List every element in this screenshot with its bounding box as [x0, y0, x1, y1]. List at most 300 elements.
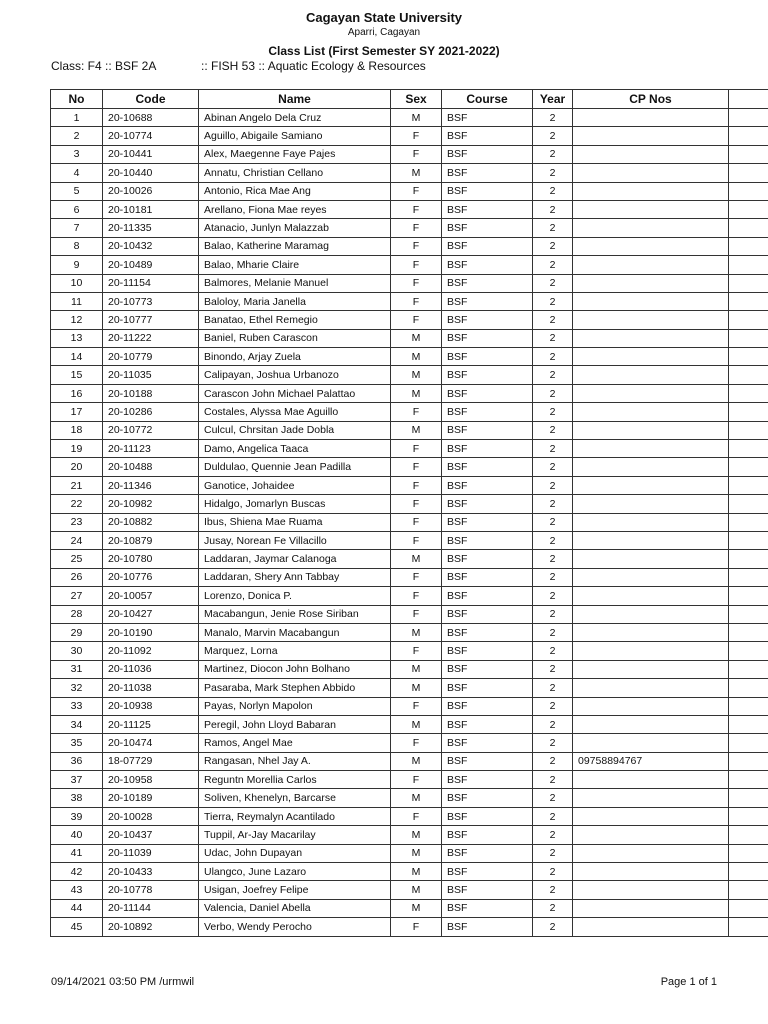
- cell-course: BSF: [442, 495, 533, 513]
- table-row: [51, 550, 768, 568]
- cell-blank: [729, 458, 768, 476]
- cell-blank: [729, 863, 768, 881]
- cell-cp-nos: [573, 274, 729, 292]
- cell-no: 25: [51, 550, 103, 568]
- cell-year: 2: [533, 109, 573, 127]
- cell-course: BSF: [442, 403, 533, 421]
- cell-sex: F: [391, 918, 442, 936]
- cell-blank: [729, 256, 768, 274]
- cell-no: 33: [51, 697, 103, 715]
- table-row: [51, 587, 768, 605]
- cell-blank: [729, 881, 768, 899]
- table-row: [51, 256, 768, 274]
- cell-year: 2: [533, 623, 573, 641]
- cell-sex: M: [391, 366, 442, 384]
- cell-no: 41: [51, 844, 103, 862]
- cell-sex: M: [391, 844, 442, 862]
- cell-name: Martinez, Diocon John Bolhano: [199, 660, 391, 678]
- cell-cp-nos: [573, 587, 729, 605]
- cell-name: Balmores, Melanie Manuel: [199, 274, 391, 292]
- cell-sex: F: [391, 127, 442, 145]
- cell-course: BSF: [442, 752, 533, 770]
- cell-sex: M: [391, 752, 442, 770]
- cell-cp-nos: [573, 881, 729, 899]
- column-header-sex: Sex: [391, 90, 442, 109]
- cell-course: BSF: [442, 164, 533, 182]
- cell-sex: F: [391, 403, 442, 421]
- cell-name: Aguillo, Abigaile Samiano: [199, 127, 391, 145]
- cell-year: 2: [533, 200, 573, 218]
- cell-code: 20-11123: [103, 440, 199, 458]
- cell-name: Baloloy, Maria Janella: [199, 292, 391, 310]
- cell-cp-nos: [573, 219, 729, 237]
- cell-cp-nos: [573, 476, 729, 494]
- table-row: [51, 329, 768, 347]
- cell-blank: [729, 899, 768, 917]
- cell-code: 20-10982: [103, 495, 199, 513]
- cell-sex: M: [391, 384, 442, 402]
- cell-code: 20-10780: [103, 550, 199, 568]
- cell-no: 15: [51, 366, 103, 384]
- cell-blank: [729, 679, 768, 697]
- cell-course: BSF: [442, 771, 533, 789]
- cell-course: BSF: [442, 642, 533, 660]
- cell-no: 13: [51, 329, 103, 347]
- cell-sex: M: [391, 715, 442, 733]
- cell-sex: F: [391, 495, 442, 513]
- cell-blank: [729, 348, 768, 366]
- cell-course: BSF: [442, 127, 533, 145]
- cell-sex: F: [391, 219, 442, 237]
- cell-course: BSF: [442, 715, 533, 733]
- cell-sex: F: [391, 697, 442, 715]
- cell-name: Binondo, Arjay Zuela: [199, 348, 391, 366]
- table-row: [51, 145, 768, 163]
- cell-blank: [729, 660, 768, 678]
- cell-year: 2: [533, 679, 573, 697]
- cell-no: 2: [51, 127, 103, 145]
- cell-sex: F: [391, 807, 442, 825]
- cell-name: Arellano, Fiona Mae reyes: [199, 200, 391, 218]
- cell-blank: [729, 531, 768, 549]
- cell-course: BSF: [442, 513, 533, 531]
- cell-name: Baniel, Ruben Carascon: [199, 329, 391, 347]
- cell-no: 18: [51, 421, 103, 439]
- cell-code: 20-10776: [103, 568, 199, 586]
- cell-course: BSF: [442, 421, 533, 439]
- column-header-cp-nos: CP Nos: [573, 90, 729, 109]
- cell-name: Balao, Katherine Maramag: [199, 237, 391, 255]
- cell-code: 20-10773: [103, 292, 199, 310]
- cell-cp-nos: [573, 292, 729, 310]
- cell-cp-nos: [573, 844, 729, 862]
- table-row: [51, 219, 768, 237]
- cell-name: Abinan Angelo Dela Cruz: [199, 109, 391, 127]
- university-name: Cagayan State University: [305, 10, 463, 25]
- cell-no: 42: [51, 863, 103, 881]
- table-row: [51, 366, 768, 384]
- cell-sex: F: [391, 145, 442, 163]
- cell-code: 20-11125: [103, 715, 199, 733]
- cell-course: BSF: [442, 440, 533, 458]
- cell-year: 2: [533, 881, 573, 899]
- cell-sex: M: [391, 679, 442, 697]
- cell-code: 20-11222: [103, 329, 199, 347]
- cell-year: 2: [533, 715, 573, 733]
- cell-cp-nos: [573, 495, 729, 513]
- cell-year: 2: [533, 164, 573, 182]
- table-row: [51, 274, 768, 292]
- cell-course: BSF: [442, 476, 533, 494]
- cell-code: 20-11039: [103, 844, 199, 862]
- table-row: [51, 568, 768, 586]
- table-row: [51, 109, 768, 127]
- cell-blank: [729, 476, 768, 494]
- subject-info: :: FISH 53 :: Aquatic Ecology & Resources: [201, 59, 426, 73]
- cell-year: 2: [533, 531, 573, 549]
- cell-name: Tuppil, Ar-Jay Macarilay: [199, 826, 391, 844]
- table-row: [51, 127, 768, 145]
- cell-no: 37: [51, 771, 103, 789]
- cell-no: 5: [51, 182, 103, 200]
- cell-name: Udac, John Dupayan: [199, 844, 391, 862]
- cell-cp-nos: [573, 771, 729, 789]
- table-row: [51, 311, 768, 329]
- cell-year: 2: [533, 587, 573, 605]
- table-row: [51, 752, 768, 770]
- cell-year: 2: [533, 697, 573, 715]
- cell-code: 18-07729: [103, 752, 199, 770]
- cell-course: BSF: [442, 660, 533, 678]
- cell-name: Antonio, Rica Mae Ang: [199, 182, 391, 200]
- cell-cp-nos: [573, 863, 729, 881]
- table-row: [51, 899, 768, 917]
- cell-code: 20-10777: [103, 311, 199, 329]
- cell-cp-nos: [573, 237, 729, 255]
- cell-code: 20-10057: [103, 587, 199, 605]
- cell-name: Usigan, Joefrey Felipe: [199, 881, 391, 899]
- cell-code: 20-11038: [103, 679, 199, 697]
- cell-blank: [729, 164, 768, 182]
- cell-no: 39: [51, 807, 103, 825]
- cell-name: Alex, Maegenne Faye Pajes: [199, 145, 391, 163]
- cell-code: 20-10441: [103, 145, 199, 163]
- cell-code: 20-10433: [103, 863, 199, 881]
- cell-year: 2: [533, 127, 573, 145]
- cell-no: 26: [51, 568, 103, 586]
- cell-blank: [729, 311, 768, 329]
- table-row: [51, 200, 768, 218]
- cell-no: 9: [51, 256, 103, 274]
- cell-code: 20-10427: [103, 605, 199, 623]
- cell-code: 20-10958: [103, 771, 199, 789]
- cell-course: BSF: [442, 568, 533, 586]
- cell-year: 2: [533, 899, 573, 917]
- cell-course: BSF: [442, 109, 533, 127]
- cell-year: 2: [533, 311, 573, 329]
- cell-sex: M: [391, 863, 442, 881]
- cell-code: 20-11346: [103, 476, 199, 494]
- cell-sex: M: [391, 660, 442, 678]
- column-header-code: Code: [103, 90, 199, 109]
- cell-blank: [729, 384, 768, 402]
- cell-blank: [729, 421, 768, 439]
- cell-blank: [729, 403, 768, 421]
- cell-no: 23: [51, 513, 103, 531]
- cell-sex: F: [391, 292, 442, 310]
- cell-code: 20-10432: [103, 237, 199, 255]
- cell-cp-nos: [573, 421, 729, 439]
- cell-cp-nos: [573, 182, 729, 200]
- cell-code: 20-11036: [103, 660, 199, 678]
- cell-blank: [729, 771, 768, 789]
- cell-sex: F: [391, 458, 442, 476]
- cell-cp-nos: [573, 145, 729, 163]
- cell-blank: [729, 807, 768, 825]
- cell-sex: F: [391, 642, 442, 660]
- document-title: Class List (First Semester SY 2021-2022): [268, 44, 500, 58]
- cell-year: 2: [533, 458, 573, 476]
- table-row: [51, 182, 768, 200]
- cell-blank: [729, 513, 768, 531]
- cell-year: 2: [533, 789, 573, 807]
- table-row: [51, 660, 768, 678]
- cell-blank: [729, 642, 768, 660]
- cell-code: 20-10474: [103, 734, 199, 752]
- table-row: [51, 403, 768, 421]
- cell-cp-nos: [573, 697, 729, 715]
- print-timestamp: 09/14/2021 03:50 PM /urmwil: [51, 976, 195, 988]
- cell-cp-nos: [573, 568, 729, 586]
- cell-no: 45: [51, 918, 103, 936]
- cell-cp-nos: [573, 660, 729, 678]
- cell-course: BSF: [442, 384, 533, 402]
- table-row: [51, 623, 768, 641]
- cell-cp-nos: [573, 164, 729, 182]
- cell-course: BSF: [442, 145, 533, 163]
- cell-course: BSF: [442, 789, 533, 807]
- cell-code: 20-10440: [103, 164, 199, 182]
- cell-name: Banatao, Ethel Remegio: [199, 311, 391, 329]
- cell-year: 2: [533, 771, 573, 789]
- cell-course: BSF: [442, 734, 533, 752]
- cell-course: BSF: [442, 219, 533, 237]
- cell-course: BSF: [442, 550, 533, 568]
- table-row: [51, 789, 768, 807]
- cell-course: BSF: [442, 200, 533, 218]
- cell-no: 21: [51, 476, 103, 494]
- cell-year: 2: [533, 145, 573, 163]
- cell-blank: [729, 182, 768, 200]
- cell-cp-nos: [573, 734, 729, 752]
- cell-cp-nos: [573, 403, 729, 421]
- table-row: [51, 679, 768, 697]
- cell-no: 29: [51, 623, 103, 641]
- table-row: [51, 881, 768, 899]
- cell-code: 20-10688: [103, 109, 199, 127]
- class-info: Class: F4 :: BSF 2A: [51, 59, 157, 73]
- cell-blank: [729, 292, 768, 310]
- cell-code: 20-10286: [103, 403, 199, 421]
- cell-course: BSF: [442, 256, 533, 274]
- cell-cp-nos: [573, 550, 729, 568]
- cell-blank: [729, 697, 768, 715]
- cell-blank: [729, 826, 768, 844]
- cell-cp-nos: [573, 256, 729, 274]
- cell-no: 8: [51, 237, 103, 255]
- cell-course: BSF: [442, 182, 533, 200]
- cell-code: 20-11144: [103, 899, 199, 917]
- cell-name: Hidalgo, Jomarlyn Buscas: [199, 495, 391, 513]
- cell-course: BSF: [442, 274, 533, 292]
- table-row: [51, 826, 768, 844]
- cell-course: BSF: [442, 348, 533, 366]
- table-row: [51, 164, 768, 182]
- cell-name: Peregil, John Lloyd Babaran: [199, 715, 391, 733]
- cell-year: 2: [533, 513, 573, 531]
- cell-course: BSF: [442, 881, 533, 899]
- table-row: [51, 440, 768, 458]
- cell-course: BSF: [442, 807, 533, 825]
- cell-blank: [729, 274, 768, 292]
- cell-year: 2: [533, 568, 573, 586]
- cell-cp-nos: [573, 679, 729, 697]
- cell-no: 31: [51, 660, 103, 678]
- cell-no: 1: [51, 109, 103, 127]
- cell-course: BSF: [442, 587, 533, 605]
- cell-blank: [729, 623, 768, 641]
- cell-blank: [729, 715, 768, 733]
- cell-cp-nos: [573, 513, 729, 531]
- cell-no: 44: [51, 899, 103, 917]
- cell-blank: [729, 219, 768, 237]
- cell-name: Ramos, Angel Mae: [199, 734, 391, 752]
- cell-blank: [729, 734, 768, 752]
- cell-no: 35: [51, 734, 103, 752]
- cell-name: Valencia, Daniel Abella: [199, 899, 391, 917]
- cell-blank: [729, 918, 768, 936]
- column-header-blank: [729, 90, 768, 109]
- cell-name: Ganotice, Johaidee: [199, 476, 391, 494]
- cell-name: Soliven, Khenelyn, Barcarse: [199, 789, 391, 807]
- column-header-no: No: [51, 90, 103, 109]
- cell-no: 32: [51, 679, 103, 697]
- cell-year: 2: [533, 182, 573, 200]
- cell-name: Annatu, Christian Cellano: [199, 164, 391, 182]
- cell-year: 2: [533, 734, 573, 752]
- cell-year: 2: [533, 495, 573, 513]
- table-row: [51, 531, 768, 549]
- cell-name: Laddaran, Shery Ann Tabbay: [199, 568, 391, 586]
- cell-no: 14: [51, 348, 103, 366]
- cell-no: 3: [51, 145, 103, 163]
- table-row: [51, 292, 768, 310]
- cell-course: BSF: [442, 918, 533, 936]
- cell-cp-nos: [573, 789, 729, 807]
- cell-sex: F: [391, 568, 442, 586]
- cell-blank: [729, 495, 768, 513]
- cell-blank: [729, 568, 768, 586]
- cell-no: 36: [51, 752, 103, 770]
- page-number: Page 1 of 1: [660, 976, 717, 988]
- cell-course: BSF: [442, 458, 533, 476]
- cell-year: 2: [533, 329, 573, 347]
- table-row: [51, 421, 768, 439]
- cell-year: 2: [533, 642, 573, 660]
- cell-no: 24: [51, 531, 103, 549]
- cell-cp-nos: [573, 605, 729, 623]
- cell-sex: F: [391, 182, 442, 200]
- cell-cp-nos: [573, 642, 729, 660]
- cell-year: 2: [533, 863, 573, 881]
- cell-blank: [729, 145, 768, 163]
- cell-no: 38: [51, 789, 103, 807]
- cell-sex: F: [391, 734, 442, 752]
- cell-year: 2: [533, 403, 573, 421]
- cell-sex: M: [391, 899, 442, 917]
- table-body: [51, 109, 768, 937]
- cell-cp-nos: [573, 311, 729, 329]
- cell-no: 6: [51, 200, 103, 218]
- cell-sex: F: [391, 605, 442, 623]
- cell-sex: F: [391, 311, 442, 329]
- cell-code: 20-10489: [103, 256, 199, 274]
- cell-no: 11: [51, 292, 103, 310]
- table-row: [51, 458, 768, 476]
- cell-course: BSF: [442, 899, 533, 917]
- cell-blank: [729, 366, 768, 384]
- cell-cp-nos: [573, 109, 729, 127]
- cell-code: 20-11035: [103, 366, 199, 384]
- cell-sex: M: [391, 348, 442, 366]
- cell-cp-nos: [573, 440, 729, 458]
- cell-name: Laddaran, Jaymar Calanoga: [199, 550, 391, 568]
- cell-year: 2: [533, 605, 573, 623]
- cell-year: 2: [533, 476, 573, 494]
- table-row: [51, 384, 768, 402]
- cell-cp-nos: [573, 329, 729, 347]
- cell-cp-nos: [573, 623, 729, 641]
- cell-name: Calipayan, Joshua Urbanozo: [199, 366, 391, 384]
- cell-cp-nos: [573, 899, 729, 917]
- column-header-year: Year: [533, 90, 573, 109]
- cell-blank: [729, 127, 768, 145]
- cell-no: 17: [51, 403, 103, 421]
- cell-sex: M: [391, 109, 442, 127]
- table-row: [51, 237, 768, 255]
- cell-name: Manalo, Marvin Macabangun: [199, 623, 391, 641]
- cell-course: BSF: [442, 237, 533, 255]
- cell-code: 20-10879: [103, 531, 199, 549]
- cell-name: Payas, Norlyn Mapolon: [199, 697, 391, 715]
- cell-code: 20-10778: [103, 881, 199, 899]
- cell-no: 40: [51, 826, 103, 844]
- cell-name: Pasaraba, Mark Stephen Abbido: [199, 679, 391, 697]
- cell-course: BSF: [442, 366, 533, 384]
- cell-sex: F: [391, 200, 442, 218]
- cell-no: 34: [51, 715, 103, 733]
- cell-no: 22: [51, 495, 103, 513]
- cell-code: 20-10188: [103, 384, 199, 402]
- cell-name: Balao, Mharie Claire: [199, 256, 391, 274]
- cell-name: Jusay, Norean Fe Villacillo: [199, 531, 391, 549]
- cell-year: 2: [533, 752, 573, 770]
- table-row: [51, 348, 768, 366]
- cell-cp-nos: [573, 826, 729, 844]
- cell-no: 30: [51, 642, 103, 660]
- cell-cp-nos: [573, 366, 729, 384]
- cell-blank: [729, 440, 768, 458]
